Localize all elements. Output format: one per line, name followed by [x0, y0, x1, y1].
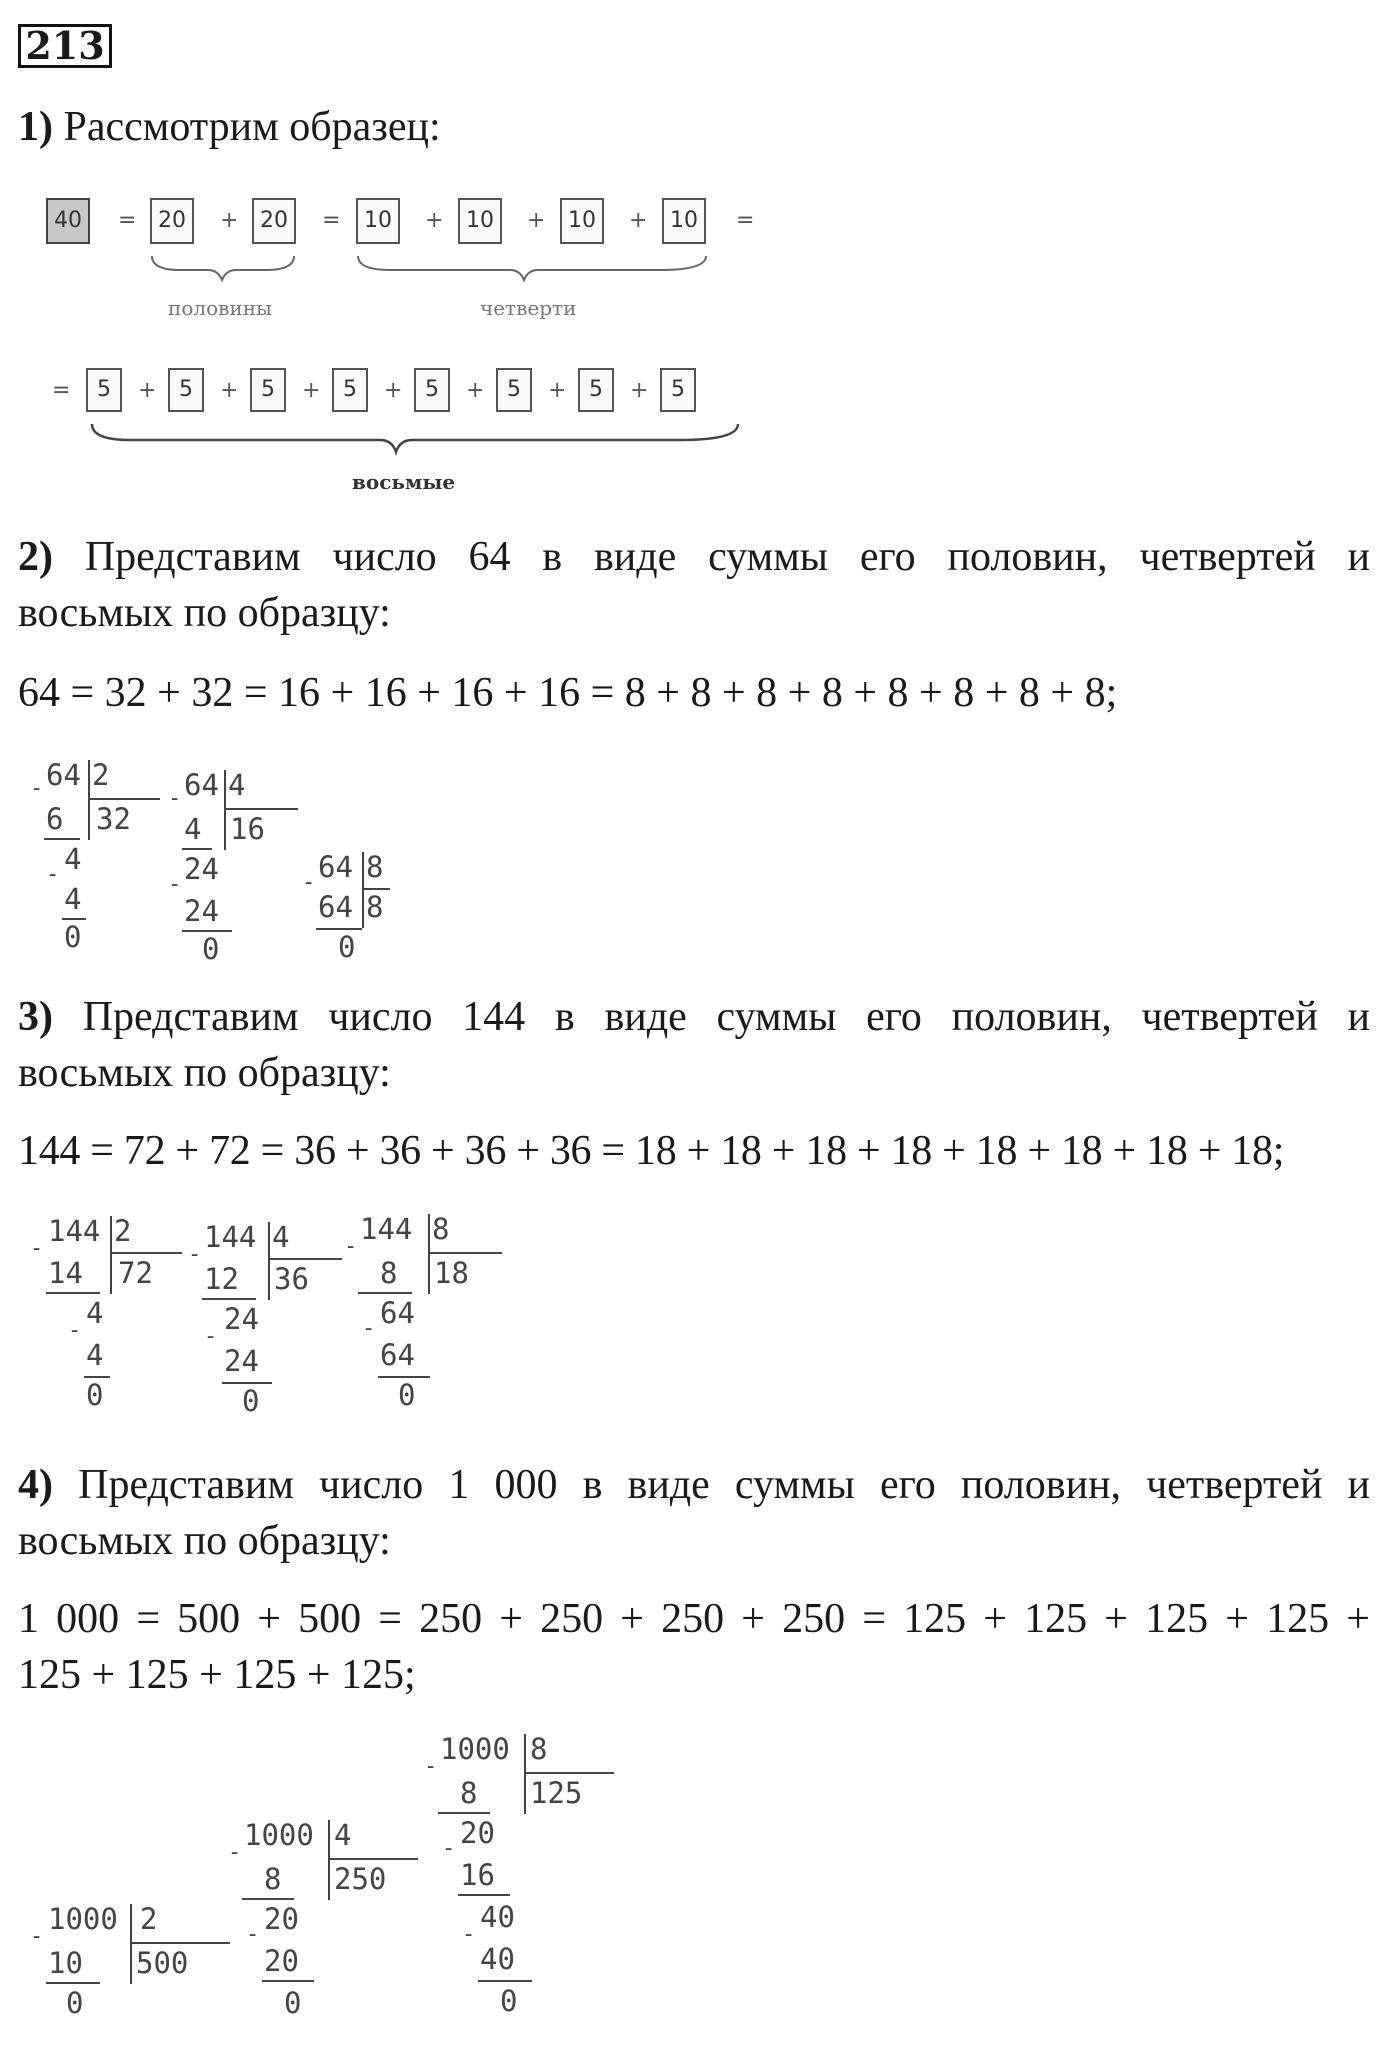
division-bracket-line — [268, 1222, 270, 1300]
sample-op: + — [220, 378, 239, 403]
quotient: 72 — [118, 1256, 153, 1290]
remainder: 0 — [202, 932, 220, 966]
section-4-text: Представим число 1 000 в виде суммы его половин, четвертей и — [78, 1462, 1371, 1508]
minus-sign: - — [362, 1316, 376, 1341]
subtrahend: 12 — [204, 1262, 239, 1296]
division-rule-line — [270, 1258, 342, 1260]
remainder-step: 64 — [380, 1296, 415, 1330]
minus-sign: - — [30, 1924, 44, 1949]
sample-box-eighth: 5 — [332, 368, 368, 412]
sample-op: + — [630, 378, 649, 403]
divisor: 4 — [334, 1818, 352, 1852]
section-1-number: 1) — [18, 104, 53, 150]
quotient: 32 — [96, 802, 131, 836]
remainder: 0 — [500, 1984, 518, 2018]
sample-op: + — [138, 378, 157, 403]
sample-braces — [40, 180, 760, 500]
sample-box-half: 20 — [150, 198, 194, 244]
sample-box-whole: 40 — [46, 198, 90, 244]
division-rule-line — [132, 1942, 230, 1944]
division-rule-line — [242, 1898, 294, 1900]
section-2-equation: 64 = 32 + 32 = 16 + 16 + 16 + 16 = 8 + 8 + 8 + 8 + 8 + 8 + 8 + 8; — [18, 670, 1118, 716]
remainder: 0 — [338, 930, 356, 964]
subtrahend: 16 — [460, 1858, 495, 1892]
subtrahend: 14 — [48, 1256, 83, 1290]
remainder-step: 20 — [460, 1816, 495, 1850]
subtrahend: 24 — [224, 1344, 259, 1378]
minus-sign: - — [68, 1318, 82, 1343]
sample-box-quarter: 10 — [356, 198, 400, 244]
sample-box-quarter: 10 — [662, 198, 706, 244]
section-3-equation: 144 = 72 + 72 = 36 + 36 + 36 + 36 = 18 + 18 + 18 + 18 + 18 + 18 + 18 + 18; — [18, 1128, 1285, 1174]
division-rule-line — [112, 1252, 182, 1254]
sample-box-eighth: 5 — [250, 368, 286, 412]
sample-box-eighth: 5 — [578, 368, 614, 412]
remainder-step: 24 — [184, 852, 219, 886]
minus-sign: - — [46, 862, 60, 887]
minus-sign: - — [228, 1840, 242, 1865]
minus-sign: - — [30, 776, 44, 801]
label-eighths: восьмые — [352, 470, 456, 494]
divisor: 2 — [92, 758, 110, 792]
dividend: 64 — [46, 758, 81, 792]
section-2-number: 2) — [18, 534, 53, 580]
remainder: 0 — [64, 920, 82, 954]
subtrahend: 4 — [86, 1338, 104, 1372]
division-rule-line — [202, 1298, 256, 1300]
dividend: 144 — [48, 1214, 101, 1248]
section-1-text: Рассмотрим образец: — [63, 104, 441, 150]
section-2-line-1 — [18, 532, 1370, 582]
division-bracket-line — [524, 1734, 526, 1814]
minus-sign: - — [462, 1922, 476, 1947]
section-4-equation-line-1: 1 000 = 500 + 500 = 250 + 250 + 250 + 250 = 125 + 125 + 125 + 125 + — [18, 1596, 1370, 1642]
subtrahend: 6 — [46, 802, 64, 836]
quotient: 8 — [366, 890, 384, 924]
sample-box-half: 20 — [252, 198, 296, 244]
task-number: 213 — [18, 24, 112, 68]
division-rule-line — [330, 1858, 418, 1860]
division-bracket-line — [362, 852, 364, 928]
section-2-text: Представим число 64 в виде суммы его половин, четвертей и — [84, 534, 1371, 580]
remainder-step: 20 — [264, 1902, 299, 1936]
quotient: 125 — [530, 1776, 583, 1810]
minus-sign: - — [30, 1236, 44, 1261]
subtrahend: 8 — [264, 1862, 282, 1896]
remainder: 0 — [86, 1378, 104, 1412]
division-rule-line — [262, 1980, 314, 1982]
sample-op: = — [118, 208, 137, 233]
quotient: 36 — [274, 1262, 309, 1296]
sample-box-eighth: 5 — [168, 368, 204, 412]
minus-sign: - — [246, 1922, 260, 1947]
subtrahend: 20 — [264, 1944, 299, 1978]
quotient: 250 — [334, 1862, 387, 1896]
quotient: 16 — [230, 812, 265, 846]
subtrahend: 4 — [64, 882, 82, 916]
divisor: 2 — [114, 1214, 132, 1248]
sample-op: = — [736, 208, 755, 233]
division-rule-line — [46, 1982, 100, 1984]
label-quarters: четверти — [480, 296, 577, 320]
subtrahend: 8 — [460, 1776, 478, 1810]
remainder-step: 24 — [224, 1302, 259, 1336]
dividend: 1000 — [244, 1818, 314, 1852]
remainder: 0 — [242, 1384, 260, 1418]
section-4-equation-line-2: 125 + 125 + 125 + 125; — [18, 1652, 416, 1698]
quotient: 500 — [136, 1946, 189, 1980]
subtrahend: 64 — [318, 890, 353, 924]
dividend: 144 — [360, 1212, 413, 1246]
minus-sign: - — [424, 1754, 438, 1779]
sample-op: = — [322, 208, 341, 233]
division-bracket-line — [328, 1820, 330, 1900]
division-bracket-line — [224, 770, 226, 850]
remainder-step: 4 — [64, 842, 82, 876]
sample-box-quarter: 10 — [560, 198, 604, 244]
section-3-line-1 — [18, 992, 1370, 1042]
division-rule-line — [46, 1292, 100, 1294]
section-4-number: 4) — [18, 1462, 53, 1508]
division-rule-line — [458, 1894, 510, 1896]
minus-sign: - — [302, 870, 316, 895]
divisor: 4 — [228, 768, 246, 802]
minus-sign: - — [188, 1242, 202, 1267]
sample-op: + — [384, 378, 403, 403]
division-rule-line — [44, 838, 80, 840]
subtrahend: 10 — [48, 1946, 83, 1980]
division-bracket-line — [88, 760, 90, 840]
division-rule-line — [182, 848, 212, 850]
dividend: 144 — [204, 1220, 257, 1254]
section-3-number: 3) — [18, 994, 53, 1040]
section-1 — [18, 102, 441, 152]
minus-sign: - — [442, 1836, 456, 1861]
sample-box-eighth: 5 — [414, 368, 450, 412]
sample-op: + — [425, 208, 444, 233]
minus-sign: - — [204, 1324, 218, 1349]
quotient: 18 — [434, 1256, 469, 1290]
remainder-step: 40 — [480, 1900, 515, 1934]
sample-box-quarter: 10 — [458, 198, 502, 244]
divisor: 4 — [272, 1220, 290, 1254]
section-3-text: Представим число 144 в виде суммы его половин, четвертей и — [82, 994, 1370, 1040]
sample-box-eighth: 5 — [86, 368, 122, 412]
sample-op: + — [548, 378, 567, 403]
division-bracket-line — [110, 1216, 112, 1294]
divisor: 8 — [366, 850, 384, 884]
remainder-step: 4 — [86, 1296, 104, 1330]
subtrahend: 4 — [184, 812, 202, 846]
subtrahend: 64 — [380, 1338, 415, 1372]
sample-box-eighth: 5 — [660, 368, 696, 412]
sample-op: + — [302, 378, 321, 403]
dividend: 64 — [184, 768, 219, 802]
subtrahend: 8 — [380, 1256, 398, 1290]
remainder: 0 — [398, 1378, 416, 1412]
remainder: 0 — [284, 1986, 302, 2020]
minus-sign: - — [168, 786, 182, 811]
section-4-line-1 — [18, 1460, 1370, 1510]
divisor: 8 — [530, 1732, 548, 1766]
label-halves: половины — [168, 296, 272, 320]
division-bracket-line — [130, 1904, 132, 1984]
division-bracket-line — [428, 1214, 430, 1294]
sample-op: + — [527, 208, 546, 233]
dividend: 1000 — [48, 1902, 118, 1936]
subtrahend: 24 — [184, 894, 219, 928]
dividend: 64 — [318, 850, 353, 884]
divisor: 2 — [140, 1902, 158, 1936]
sample-figure — [40, 180, 760, 500]
sample-op: + — [220, 208, 239, 233]
minus-sign: - — [168, 872, 182, 897]
division-rule-line — [358, 1292, 412, 1294]
division-rule-line — [90, 798, 160, 800]
division-rule-line — [226, 808, 298, 810]
dividend: 1000 — [440, 1732, 510, 1766]
subtrahend: 40 — [480, 1942, 515, 1976]
division-rule-line — [478, 1980, 532, 1982]
sample-op: = — [52, 378, 71, 403]
division-rule-line — [438, 1812, 490, 1814]
divisor: 8 — [432, 1212, 450, 1246]
remainder: 0 — [66, 1986, 84, 2020]
section-3-line-2: восьмых по образцу: — [18, 1050, 391, 1096]
minus-sign: - — [344, 1234, 358, 1259]
sample-op: + — [629, 208, 648, 233]
section-4-line-2: восьмых по образцу: — [18, 1518, 391, 1564]
division-rule-line — [430, 1252, 502, 1254]
sample-op: + — [466, 378, 485, 403]
division-rule-line — [526, 1772, 614, 1774]
sample-box-eighth: 5 — [496, 368, 532, 412]
section-2-line-2: восьмых по образцу: — [18, 590, 391, 636]
